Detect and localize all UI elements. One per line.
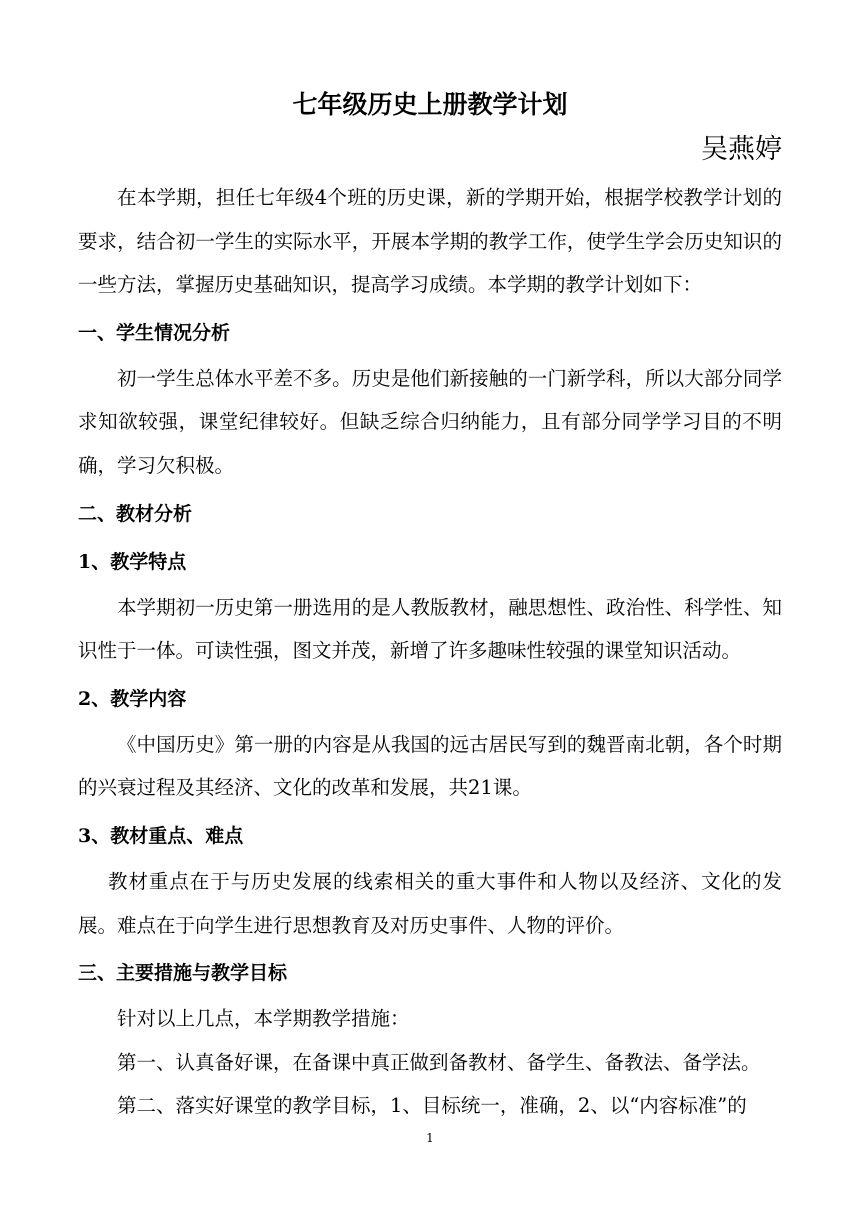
subheading-teaching-content: 2、教学内容 bbox=[78, 687, 187, 710]
subheading-key-points: 3、教材重点、难点 bbox=[78, 824, 244, 847]
intro-paragraph: 在本学期，担任七年级4个班的历史课，新的学期开始，根据学校教学计划的要求，结合初一学生的实际水平，开展本学期的教学工作，使学生学会历史知识的一些方法，掌握历史基础知识，提高学习成绩。本学期的教学计划如下： bbox=[78, 186, 782, 297]
measure-item-2: 第二、落实好课堂的教学目标，1、目标统一，准确，2、以“内容标准”的 bbox=[117, 1094, 747, 1118]
section-heading-student-analysis: 一、学生情况分析 bbox=[78, 321, 231, 344]
page-number: 1 bbox=[426, 1131, 434, 1145]
teaching-features-paragraph: 本学期初一历史第一册选用的是人教版教材，融思想性、政治性、科学性、知识性于一体。可读性强，图文并茂，新增了许多趣味性较强的课堂知识活动。 bbox=[78, 595, 782, 663]
student-analysis-paragraph: 初一学生总体水平差不多。历史是他们新接触的一门新学科，所以大部分同学求知欲较强，课堂纪律较好。但缺乏综合归纳能力，且有部分同学学习目的不明确，学习欠积极。 bbox=[78, 366, 782, 477]
subheading-teaching-features: 1、教学特点 bbox=[78, 550, 187, 573]
document-body bbox=[78, 176, 782, 1128]
measures-intro-paragraph: 针对以上几点，本学期教学措施： bbox=[117, 1007, 410, 1031]
measure-item-1: 第一、认真备好课，在备课中真正做到备教材、备学生、备教法、备学法。 bbox=[117, 1050, 761, 1074]
section-heading-measures: 三、主要措施与教学目标 bbox=[78, 962, 288, 985]
section-heading-textbook-analysis: 二、教材分析 bbox=[78, 502, 193, 525]
teaching-content-paragraph: 《中国历史》第一册的内容是从我国的远古居民写到的魏晋南北朝，各个时期的兴衰过程及其经济、文化的改革和发展，共21课。 bbox=[78, 732, 782, 800]
author-name: 吴燕婷 bbox=[701, 134, 782, 165]
key-points-paragraph: 教材重点在于与历史发展的线索相关的重大事件和人物以及经济、文化的发展。难点在于向学生进行思想教育及对历史事件、人物的评价。 bbox=[78, 869, 782, 937]
document-title: 七年级历史上册教学计划 bbox=[292, 90, 568, 119]
